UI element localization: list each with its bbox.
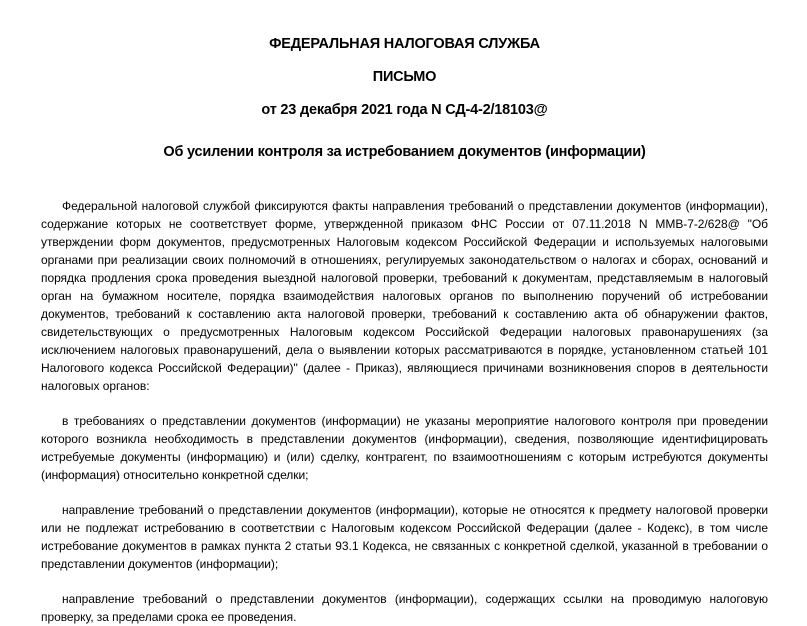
agency-heading: ФЕДЕРАЛЬНАЯ НАЛОГОВАЯ СЛУЖБА: [269, 36, 540, 52]
paragraph-item: направление требований о представлении документов (информации), содержащих ссылки на проводимую налоговую проверку, за пределами срока ее проведения.: [41, 592, 768, 624]
paragraph-item: в требованиях о представлении документов (информации) не указаны мероприятие налогового контроля при проведении которого возникла необходимость в представлении документов (информации), сведения, позволяющие идентифицировать истребуемые документы (информацию) и (или) сделку, контрагент, по взаимоотношениям с которым истребуются документы (информация) относительно конкретной сделки;: [41, 414, 768, 482]
subject-heading: Об усилении контроля за истребованием документов (информации): [163, 144, 646, 160]
document-type-heading: ПИСЬМО: [372, 69, 437, 85]
date-number-heading: от 23 декабря 2021 года N СД-4-2/18103@: [261, 102, 548, 118]
paragraph-item: направление требований о представлении документов (информации), которые не относятся к предмету налоговой проверки или не подлежат истребованию в соответствии с Налоговым кодексом Российской Федерации (далее - Кодекс), в том числе истребование документов в рамках пункта 2 статьи 93.1 Кодекса, не связанных с конкретной сделкой, указанной в требовании о представлении документов (информации);: [41, 503, 768, 571]
paragraph-intro: Федеральной налоговой службой фиксируются факты направления требований о представлении документов (информации), содержание которых не соответствует форме, утвержденной приказом ФНС России от 07.11.2018 N ММВ-7-2/628@ "Об утверждении форм документов, предусмотренных Налоговым кодексом Российской Федерации и используемых налоговыми органами при реализации своих полномочий в отношениях, регулируемых законодательством о налогах и сборах, оснований и порядка продления срока проведения выездной налоговой проверки, требований к документам, представляемым в налоговый орган на бумажном носителе, порядка взаимодействия налоговых органов по выполнению поручений об истребовании документов, требований к составлению акта налоговой проверки, требований к составлению акта об обнаружении фактов, свидетельствующих о предусмотренных Налоговым кодексом Российской Федерации налоговых правонарушениях (за исключением налоговых правонарушений, дела о выявлении которых рассматриваются в порядке, установленном статьей 101 Налогового кодекса Российской Федерации)" (далее - Приказ), являющиеся причинами возникновения споров в деятельности налоговых органов:: [41, 199, 768, 393]
document-body: [41, 197, 768, 626]
